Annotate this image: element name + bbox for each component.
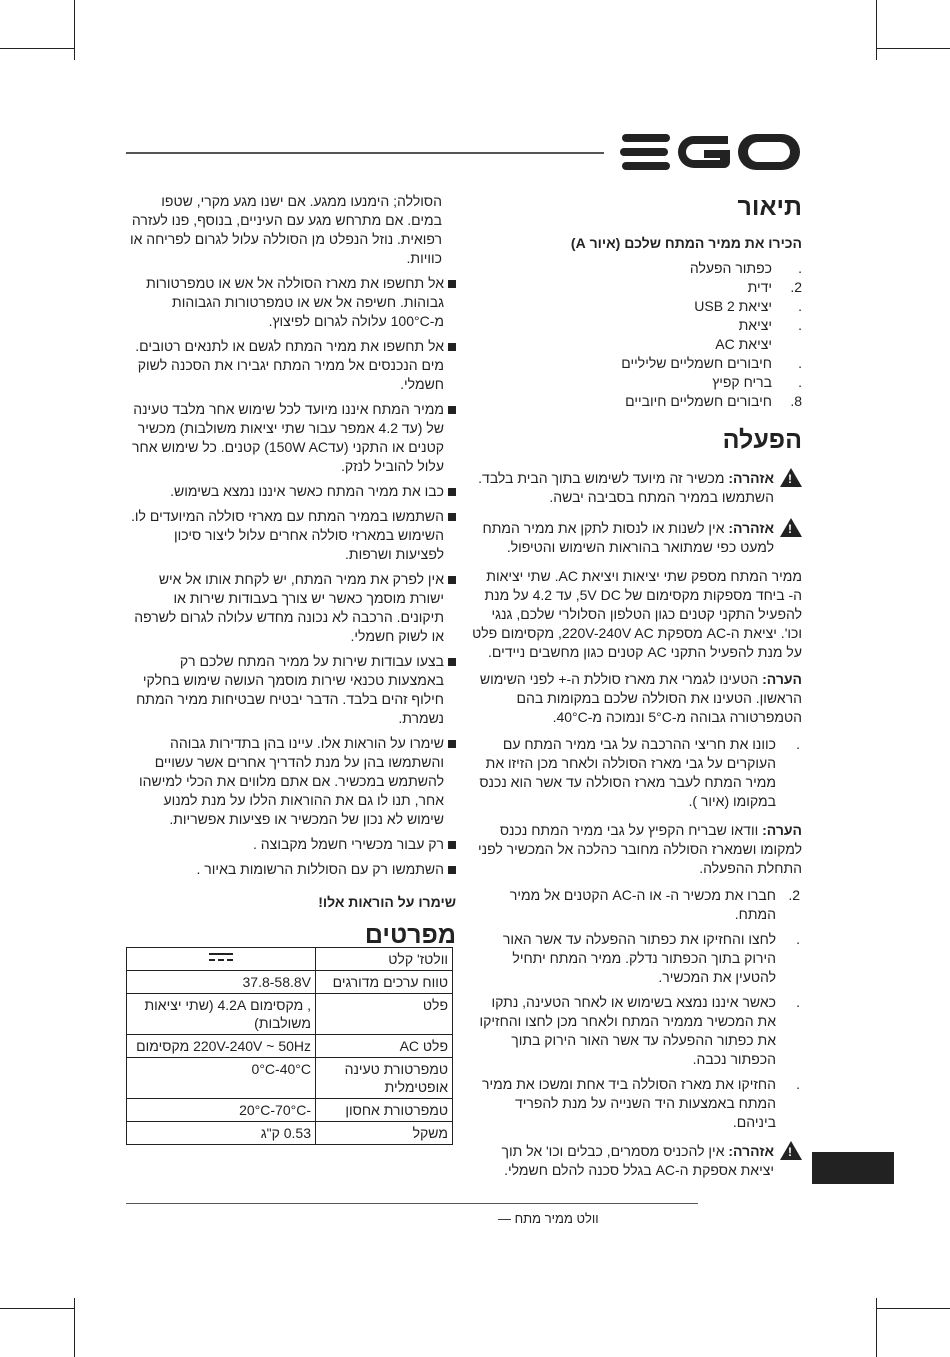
header-rule — [126, 152, 604, 154]
list-item: . יציאת — [738, 317, 802, 333]
description-subtitle: הכירו את ממיר המתח שלכם (איור A) — [570, 235, 802, 251]
list-item: 8. חיבורים חשמליים חיוביים — [625, 393, 802, 409]
spec-label: משקל — [316, 1122, 453, 1145]
crop-mark-br-v — [876, 1298, 877, 1357]
list-item: ממיר המתח איננו מיועד לכל שימוש אחר מלבד טעינה של (עד 4.2 אמפר עבור שתי יציאות משולבות) מכשיר קטנים או התקני (עד150W AC) קטנים. כל שימוש אחר עלול להוביל לנזק. — [126, 400, 456, 476]
table-row — [127, 1122, 453, 1145]
list-item: . יציאת USB 2 — [694, 298, 802, 314]
table-row — [127, 971, 453, 994]
bullet-icon — [448, 406, 456, 414]
list-item: השתמשו רק עם הסוללות הרשומות באיור . — [126, 860, 456, 879]
bullet-icon — [448, 280, 456, 288]
spec-label: פלט AC — [316, 1035, 453, 1058]
warning-block: ! אזהרה: אין לשנות או לנסות לתקן את ממיר המתח למעט כפי שמתואר בהוראות השימוש והטיפול. — [470, 519, 802, 557]
spec-value: , מקסימום 4.2A (שתי יציאות משולבות) — [127, 994, 316, 1035]
ego-logo — [620, 132, 802, 172]
table-row — [127, 1058, 453, 1099]
bullet-icon — [448, 343, 456, 351]
step-2: 2. חברו את מכשיר ה- או ה-AC הקטנים אל ממיר המתח. — [509, 887, 800, 922]
warning-icon: ! — [780, 468, 802, 487]
spec-label: וולטז' קלט — [316, 948, 453, 971]
crop-mark-tl-v — [74, 0, 75, 60]
bullet-icon — [448, 658, 456, 666]
list-item: בצעו עבודות שירות על ממיר המתח שלכם רק באמצעות טכנאי שירות מוסמך העושה שימוש בחלקי חילוף זהים בלבד. הדבר יבטיח שבטיחות ממיר המתח נשמרת. — [126, 652, 456, 728]
warning-icon: ! — [780, 1141, 802, 1160]
spec-value: 0.53 ק"ג — [127, 1122, 316, 1145]
crop-mark-tr-h — [876, 48, 950, 49]
spec-value: 0°C-40°C — [127, 1058, 316, 1099]
list-item: אין לפרק את ממיר המתח, יש לקחת אותו אל איש ישורת מוסמך כאשר יש צורך בעבודות שירות או תיקונים. הרכבה לא נכונה מחדש עלולה לגרום לשרפה או לשוק חשמלי. — [126, 570, 456, 646]
table-row — [127, 1035, 453, 1058]
spec-label: טמפרטורת אחסון — [316, 1099, 453, 1122]
warning-icon: ! — [780, 518, 802, 537]
list-item: אל תחשפו את ממיר המתח לגשם או לתנאים רטובים. מים הנכנסים אל ממיר המתח יגבירו את הסכנה לשוק חשמלי. — [126, 337, 456, 394]
spec-value: -20°C-70°C — [127, 1099, 316, 1122]
list-item: כבו את ממיר המתח כאשר איננו נמצא בשימוש. — [126, 482, 456, 501]
footer-rule — [126, 1203, 698, 1204]
list-item: רק עבור מכשירי חשמל מקבוצה . — [126, 835, 456, 854]
warning-block: ! אזהרה: אין להכניס מסמרים, כבלים וכו' אל תוך יציאת אספקת ה-AC בגלל סכנה להלם חשמלי. — [470, 1142, 802, 1180]
right-column — [470, 192, 802, 1180]
spec-label: טמפרטורת טעינה אופטימלית — [316, 1058, 453, 1099]
step-3: . לחצו והחזיקו את כפתור ההפעלה עד אשר האור הירוק בתוך הכפתור נדלק. ממיר המתח יתחיל להטעין את המכשיר. — [502, 931, 800, 985]
crop-mark-bl-h — [0, 1308, 75, 1309]
list-item: . חיבורים חשמליים שליליים — [621, 355, 802, 371]
dc-symbol-icon — [208, 950, 234, 964]
operation-title: הפעלה — [722, 426, 802, 454]
page-tab-marker — [812, 1152, 894, 1184]
list-item: שימרו על הוראות אלו. עיינו בהן בתדירות גבוהה והשתמשו בהן על מנת להדריך אחרים אשר עשויים להשתמש במכשיר. אם אתם מלווים את הכלי למישהו אחר, תנו לו גם את ההוראות הללו על מנת למנוע שימוש לא נכון של המכשיר או פציעות אפשריות. — [126, 734, 456, 829]
intro-paragraph: הסוללה; הימנעו ממגע. אם ישנו מגע מקרי, שטפו במים. אם מתרחש מגע עם העיניים, בנוסף, פנו לעזרה רפואית. נוזל הנפלט מן הסוללה עלול לגרום לפריחה או כוויות. — [129, 193, 442, 266]
crop-mark-br-h — [876, 1308, 950, 1309]
spec-value — [127, 948, 316, 971]
table-row — [127, 994, 453, 1035]
footer-text: וולט ממיר מתח — — [498, 1211, 599, 1226]
table-row — [127, 1099, 453, 1122]
warning-block: ! אזהרה: מכשיר זה מיועד לשימוש בתוך הבית בלבד. השתמשו בממיר המתח בסביבה יבשה. — [470, 469, 802, 507]
keep-instructions: שימרו על הוראות אלו! — [318, 894, 456, 910]
bullet-icon — [448, 576, 456, 584]
spec-label: פלט — [316, 994, 453, 1035]
table-row — [127, 948, 453, 971]
note-block: הערה: וודאו שבריח הקפיץ על גבי ממיר המתח נכנס למקומו ושמארז הסוללה מחובר כהלכה אל המכשיר לפני התחלת ההפעלה. — [477, 822, 802, 876]
spec-label: טווח ערכים מדורגים — [316, 971, 453, 994]
operation-paragraph: ממיר המתח מספק שתי יציאות ויציאת AC. שתי יציאות ה- ביחד מספקות מקסימום של 5V DC, עד 4.2 על מנת להפעיל התקני קטנים כגון הטלפון הסלולרי שלכם, גנגי וכו'. יציאת ה-AC מספקת 220V-240V AC, מקסימום פלט על מנת להפעיל התקני AC קטנים כגון מחשבים ניידים. — [472, 568, 802, 660]
parts-list — [470, 259, 802, 411]
description-title: תיאור — [737, 193, 802, 221]
step-5: . החזיקו את מארז הסוללה ביד אחת ומשכו את ממיר המתח באמצעות היד השנייה על מנת להפריד ביניהם. — [482, 1076, 800, 1130]
left-column — [126, 192, 456, 950]
bullet-icon — [448, 866, 456, 874]
step-1: . כוונו את חריצי ההרכבה על גבי ממיר המתח עם העוקרים על גבי מארז הסוללה ולאחר מכן הזיזו את ממיר המתח לעבר מארז הסוללה עד אשר הוא נכנס במקומו (איור ). — [479, 736, 800, 809]
list-item: . כפתור הפעלה — [689, 260, 802, 276]
specs-title: מפרטים — [364, 921, 456, 949]
spec-value: 220V-240V ~ 50Hz מקסימום — [127, 1035, 316, 1058]
bullet-icon — [448, 740, 456, 748]
note-block: הערה: הטעינו לגמרי את מארז סוללת ה-+ לפני השימוש הראשון. הטעינו את הסוללה שלכם במקומות בהם הטמפרטורה גבוהה מ-5°C ונמוכה מ-40°C. — [479, 671, 802, 725]
crop-mark-bl-v — [74, 1298, 75, 1357]
list-item: השתמשו בממיר המתח עם מארזי סוללה המיועדים לו. השימוש במארזי סוללה אחרים עלול ליצור סיכון לפציעות ושרפות. — [126, 507, 456, 564]
specs-table — [126, 947, 453, 1145]
bullet-icon — [448, 513, 456, 521]
bullet-icon — [448, 841, 456, 849]
spec-value: 37.8-58.8V — [127, 971, 316, 994]
bullet-icon — [448, 488, 456, 496]
list-item: . בריח קפיץ — [712, 374, 802, 390]
step-4: . כאשר איננו נמצא בשימוש או לאחר הטעינה, נתקו את המכשיר מממיר המתח ולאחר מכן לחצו והחזיקו את כפתור ההפעלה עד אשר האור הירוק בתוך הכפתור נכבה. — [479, 994, 800, 1067]
list-item: יציאת AC — [715, 336, 772, 352]
list-item: 2. ידית — [747, 279, 802, 295]
list-item: אל תחשפו את מארז הסוללה אל אש או טמפרטורות גבוהות. חשיפה אל אש או טמפרטורות הגבוהות מ-100°C עלולה לגרום לפיצוץ. — [126, 274, 456, 331]
crop-mark-tr-v — [876, 0, 877, 60]
crop-mark-tl-h — [0, 48, 75, 49]
